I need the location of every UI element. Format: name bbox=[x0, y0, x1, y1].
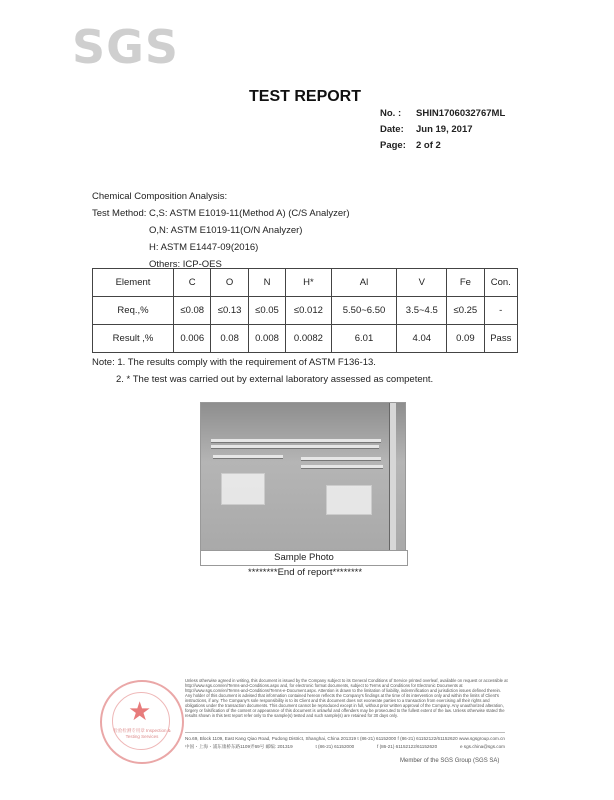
table-cell: Req.,% bbox=[93, 297, 174, 325]
table-cell: 3.5~4.5 bbox=[397, 297, 447, 325]
sample-bag bbox=[221, 473, 265, 505]
table-cell: 4.04 bbox=[397, 325, 447, 353]
footer-divider bbox=[185, 732, 505, 733]
table-cell: 0.008 bbox=[248, 325, 285, 353]
table-cell: ≤0.08 bbox=[174, 297, 211, 325]
sample-rod bbox=[301, 465, 383, 469]
sgs-logo: SGS bbox=[72, 20, 180, 74]
phone: t (86-21) 61152000 bbox=[357, 736, 397, 741]
meta-key: No. : bbox=[380, 108, 402, 119]
table-cell: ≤0.05 bbox=[248, 297, 285, 325]
table-cell: 0.08 bbox=[211, 325, 248, 353]
table-header-row bbox=[93, 269, 518, 297]
footer-address bbox=[185, 735, 505, 751]
test-method-line: O,N: ASTM E1019-11(O/N Analyzer) bbox=[149, 225, 303, 236]
table-cell: 0.006 bbox=[174, 325, 211, 353]
table-cell: 5.50~6.50 bbox=[331, 297, 397, 325]
table-header-cell: Al bbox=[331, 269, 397, 297]
sample-rod bbox=[211, 439, 381, 443]
end-of-report: ********End of report******** bbox=[248, 567, 363, 578]
table-cell: Result ,% bbox=[93, 325, 174, 353]
table-cell: Pass bbox=[484, 325, 517, 353]
sample-bag bbox=[326, 485, 372, 515]
address-row-en bbox=[185, 735, 505, 743]
table-header-cell: Fe bbox=[447, 269, 484, 297]
sample-rod bbox=[211, 445, 379, 449]
website: www.sgsgroup.com.cn bbox=[459, 736, 505, 741]
table-cell: 6.01 bbox=[331, 325, 397, 353]
table-cell: ≤0.13 bbox=[211, 297, 248, 325]
meta-page bbox=[380, 138, 505, 154]
fax: f (86-21) 61152122/61152620 bbox=[397, 736, 458, 741]
table-cell: 0.0082 bbox=[286, 325, 331, 353]
table-header-cell: Con. bbox=[484, 269, 517, 297]
note-line: 2. * The test was carried out by external laboratory assessed as competent. bbox=[116, 374, 434, 385]
inspection-stamp bbox=[100, 680, 184, 764]
test-method-line: H: ASTM E1447-09(2016) bbox=[149, 242, 259, 253]
member-note: Member of the SGS Group (SGS SA) bbox=[400, 758, 500, 764]
table-header-cell: V bbox=[397, 269, 447, 297]
fax: f (86-21) 61152122/61152620 bbox=[377, 744, 438, 749]
phone: t (86-21) 61152000 bbox=[315, 744, 355, 749]
meta-value: Jun 19, 2017 bbox=[416, 124, 473, 135]
stamp-text: 检验检测专用章 Inspection & Testing Services bbox=[113, 728, 171, 739]
meta-key: Page: bbox=[380, 140, 406, 151]
report-title: TEST REPORT bbox=[249, 88, 362, 105]
sample-rod bbox=[301, 457, 381, 461]
meta-value: SHIN1706032767ML bbox=[416, 108, 506, 119]
table-cell: - bbox=[484, 297, 517, 325]
notes-section bbox=[92, 354, 433, 388]
photo-caption: Sample Photo bbox=[200, 550, 408, 566]
table-header-cell: O bbox=[211, 269, 248, 297]
report-meta bbox=[380, 106, 505, 154]
table-cell: ≤0.012 bbox=[286, 297, 331, 325]
star-icon: ★ bbox=[128, 696, 152, 726]
address-en: No.69, Block 1109, East Kang Qiao Road, Pudong District, Shanghai, China 201319 bbox=[185, 736, 357, 741]
table-header-cell: C bbox=[174, 269, 211, 297]
table-header-cell: H* bbox=[286, 269, 331, 297]
note-line: Note: 1. The results comply with the requirement of ASTM F136-13. bbox=[92, 357, 376, 368]
address-row-cn bbox=[185, 743, 505, 751]
table-cell: ≤0.25 bbox=[447, 297, 484, 325]
sample-photo bbox=[200, 402, 406, 552]
footer-disclaimer: Unless otherwise agreed in writing, this document is issued by the Company subject to its General Conditions of Service printed overleaf, available on request or accessible at http://www.sgs.com/en/Terms-and-Conditions.aspx and, for electronic format documents, subject to Terms and Conditions for Electronic Documents at http://www.sgs.com/en/Terms-and-Conditions/Terms-e-Document.aspx. Attention is drawn to the limitation of liability, indemnification and jurisdiction issues defined therein. Any holder of this document is advised that information contained hereon reflects the Company's findings at the time of its intervention only and within the limits of Client's instructions, if any. The Company's sole responsibility is to its Client and this document does not exonerate parties to a transaction from exercising all their rights and obligations under the transaction documents. This document cannot be reproduced except in full, without prior written approval of the Company. Any unauthorized alteration, forgery or falsification of the content or appearance of this document is unlawful and offenders may be prosecuted to the fullest extent of the law. Unless otherwise stated the results shown in this test report refer only to the sample(s) tested and such sample(s) are retained for 30 days only. bbox=[185, 678, 508, 718]
meta-key: Date: bbox=[380, 124, 404, 135]
meta-value: 2 of 2 bbox=[416, 140, 441, 151]
sample-rod bbox=[213, 455, 283, 459]
address-cn: 中国・上海・浦东康桥东路1109弄69号 邮编: 201319 bbox=[185, 744, 293, 749]
test-method-line: Others: ICP-OES bbox=[149, 259, 222, 270]
table-cell: 0.09 bbox=[447, 325, 484, 353]
email: e sgs.china@sgs.com bbox=[459, 744, 505, 749]
test-method-line: Test Method: C,S: ASTM E1019-11(Method A) (C/S Analyzer) bbox=[92, 208, 350, 219]
meta-date bbox=[380, 122, 505, 138]
analysis-section bbox=[92, 188, 350, 273]
table-header-cell: N bbox=[248, 269, 285, 297]
composition-table bbox=[92, 268, 518, 353]
table-header-cell: Element bbox=[93, 269, 174, 297]
section-heading: Chemical Composition Analysis: bbox=[92, 191, 228, 202]
table-row bbox=[93, 297, 518, 325]
table-row bbox=[93, 325, 518, 353]
meta-number bbox=[380, 106, 505, 122]
ruler bbox=[389, 403, 396, 551]
